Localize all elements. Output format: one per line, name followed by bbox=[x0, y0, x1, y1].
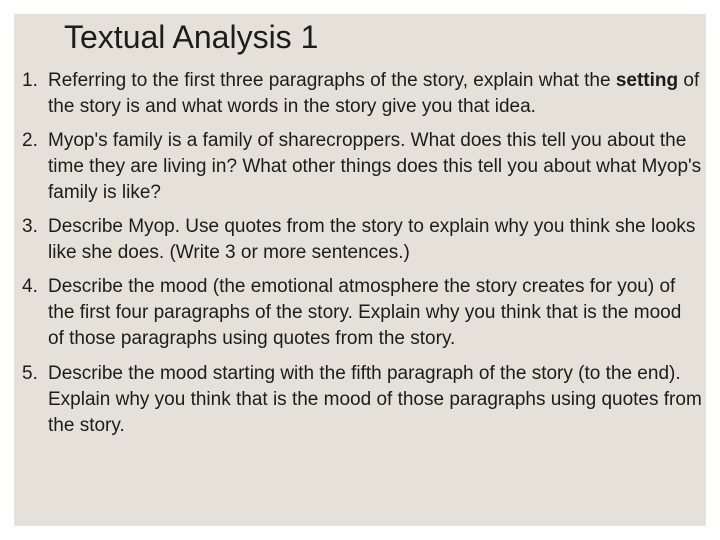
question-list bbox=[22, 68, 702, 447]
slide-title: Textual Analysis 1 bbox=[64, 19, 319, 55]
question-text-after: of the story is and what words in the story give you that idea. bbox=[48, 70, 700, 117]
question-text-before: Referring to the first three paragraphs of the story, explain what the bbox=[48, 70, 616, 91]
question-item bbox=[22, 214, 702, 266]
question-text bbox=[48, 70, 699, 117]
question-number: 4. bbox=[22, 276, 38, 297]
question-text: Describe the mood (the emotional atmosphere the story creates for you) of the first four paragraphs of the story. Explain why you think that is the mood of those paragraphs using quotes from the story. bbox=[48, 276, 682, 349]
question-text-bold: setting bbox=[615, 70, 679, 91]
question-number: 2. bbox=[22, 130, 38, 151]
slide bbox=[14, 14, 706, 526]
question-number: 1. bbox=[22, 70, 38, 91]
question-item bbox=[22, 361, 702, 439]
question-item bbox=[22, 68, 702, 120]
question-number: 3. bbox=[22, 216, 38, 237]
question-number: 5. bbox=[22, 363, 38, 384]
question-item bbox=[22, 128, 702, 206]
question-item bbox=[22, 274, 702, 352]
question-text: Myop's family is a family of sharecroppers. What does this tell you about the time they are living in? What other things does this tell you about what Myop's family is like? bbox=[48, 130, 702, 203]
question-text: Describe the mood starting with the fifth paragraph of the story (to the end). Explain why you think that is the mood of those paragraphs using quotes from the story. bbox=[48, 363, 702, 436]
question-text: Describe Myop. Use quotes from the story to explain why you think she looks like she does. (Write 3 or more sentences.) bbox=[48, 216, 696, 263]
